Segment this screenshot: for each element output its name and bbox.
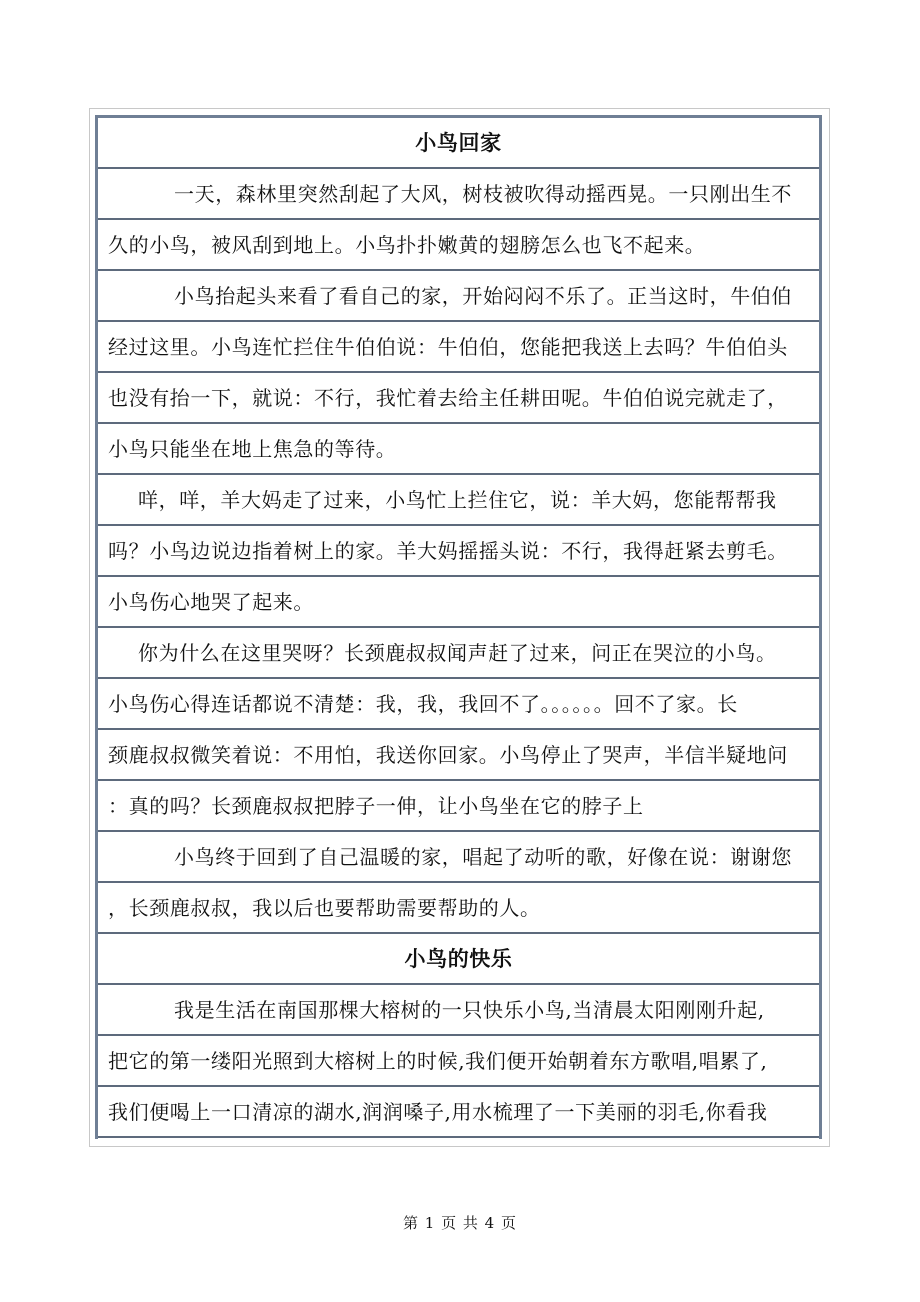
story-title: 小鸟回家 xyxy=(98,118,819,169)
text-line: 咩，咩，羊大妈走了过来，小鸟忙上拦住它，说：羊大妈，您能帮帮我 xyxy=(98,475,819,526)
text-line: 我是生活在南国那棵大榕树的一只快乐小鸟,当清晨太阳刚刚升起, xyxy=(98,985,819,1036)
text-line: 把它的第一缕阳光照到大榕树上的时候,我们便开始朝着东方歌唱,唱累了, xyxy=(98,1036,819,1087)
text-line: ：真的吗？长颈鹿叔叔把脖子一伸，让小鸟坐在它的脖子上 xyxy=(98,781,819,832)
page-footer: 第 1 页 共 4 页 xyxy=(403,1214,517,1232)
text-line: ，长颈鹿叔叔，我以后也要帮助需要帮助的人。 xyxy=(98,883,819,934)
text-line: 小鸟伤心地哭了起来。 xyxy=(98,577,819,628)
text-line: 我们便喝上一口清凉的湖水,润润嗓子,用水梳理了一下美丽的羽毛,你看我 xyxy=(98,1087,819,1138)
lined-paper xyxy=(95,115,822,1139)
text-line: 经过这里。小鸟连忙拦住牛伯伯说：牛伯伯，您能把我送上去吗？牛伯伯头 xyxy=(98,322,819,373)
text-line: 你为什么在这里哭呀？长颈鹿叔叔闻声赶了过来，问正在哭泣的小鸟。 xyxy=(98,628,819,679)
text-line: 小鸟抬起头来看了看自己的家，开始闷闷不乐了。正当这时，牛伯伯 xyxy=(98,271,819,322)
text-line: 一天，森林里突然刮起了大风，树枝被吹得动摇西晃。一只刚出生不 xyxy=(98,169,819,220)
text-line: 小鸟伤心得连话都说不清楚：我，我，我回不了。。。。。。回不了家。长 xyxy=(98,679,819,730)
text-line: 小鸟终于回到了自己温暖的家，唱起了动听的歌，好像在说：谢谢您 xyxy=(98,832,819,883)
text-line: 也没有抬一下，就说：不行，我忙着去给主任耕田呢。牛伯伯说完就走了， xyxy=(98,373,819,424)
story-title: 小鸟的快乐 xyxy=(98,934,819,985)
text-line: 小鸟只能坐在地上焦急的等待。 xyxy=(98,424,819,475)
text-line: 吗？小鸟边说边指着树上的家。羊大妈摇摇头说：不行，我得赶紧去剪毛。 xyxy=(98,526,819,577)
text-line: 颈鹿叔叔微笑着说：不用怕，我送你回家。小鸟停止了哭声，半信半疑地问 xyxy=(98,730,819,781)
text-line: 久的小鸟，被风刮到地上。小鸟扑扑嫩黄的翅膀怎么也飞不起来。 xyxy=(98,220,819,271)
